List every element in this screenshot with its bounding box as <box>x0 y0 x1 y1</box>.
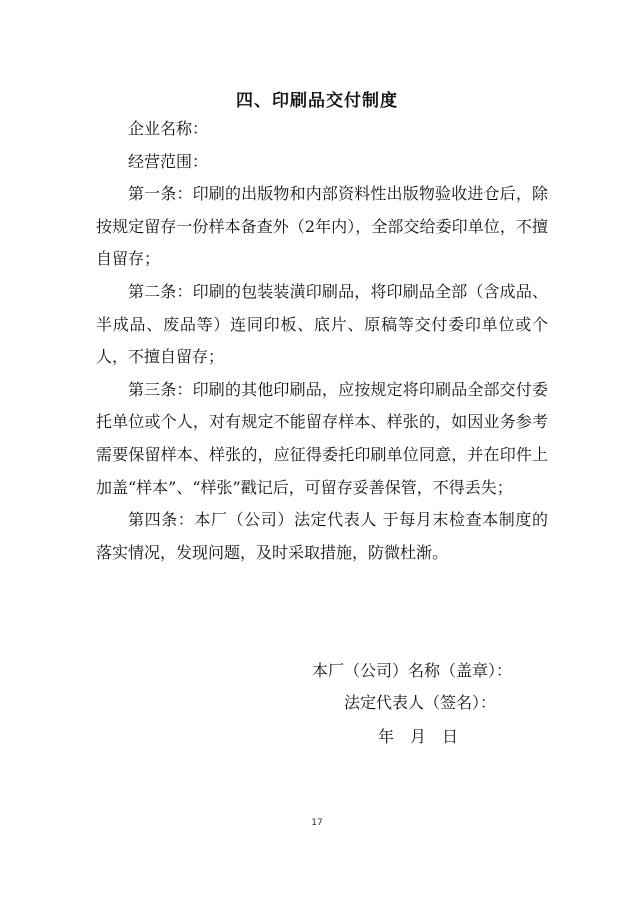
document-body <box>96 113 548 569</box>
paragraph-article-2: 第二条：印刷的包装装潢印刷品，将印刷品全部（含成品、半成品、废品等）连同印板、底片、原稿等交付委印单位或个人，不擅自留存； <box>96 281 548 367</box>
paragraph-business-scope: 经营范围： <box>128 151 209 171</box>
paragraph-company-name: 企业名称： <box>128 119 209 138</box>
paragraph-article-4: 第四条：本厂（公司）法定代表人 于每月末检查本制度的落实情况，发现问题，及时采取措施，防微杜渐。 <box>96 510 548 562</box>
page-number: 17 <box>311 818 323 828</box>
page-title: 四、印刷品交付制度 <box>236 91 398 111</box>
signature-date: 年 月 日 <box>378 727 459 746</box>
paragraph-article-1: 第一条：印刷的出版物和内部资料性出版物验收进仓后，除按规定留存一份样本备查外（2年内），全部交给委印单位，不擅自留存； <box>96 184 548 269</box>
signature-company-name: 本厂（公司）名称（盖章）： <box>312 661 513 680</box>
paragraph-article-3: 第三条：印刷的其他印刷品，应按规定将印刷品全部交付委托单位或个人，对有规定不能留存样本、样张的，如因业务参考需要保留样本、样张的，应征得委托印刷单位同意，并在印件上加盖“样本”、“样张”戳记后，可留存妥善保管，不得丢失； <box>96 379 548 497</box>
signature-legal-rep: 法定代表人（签名）： <box>344 693 497 712</box>
